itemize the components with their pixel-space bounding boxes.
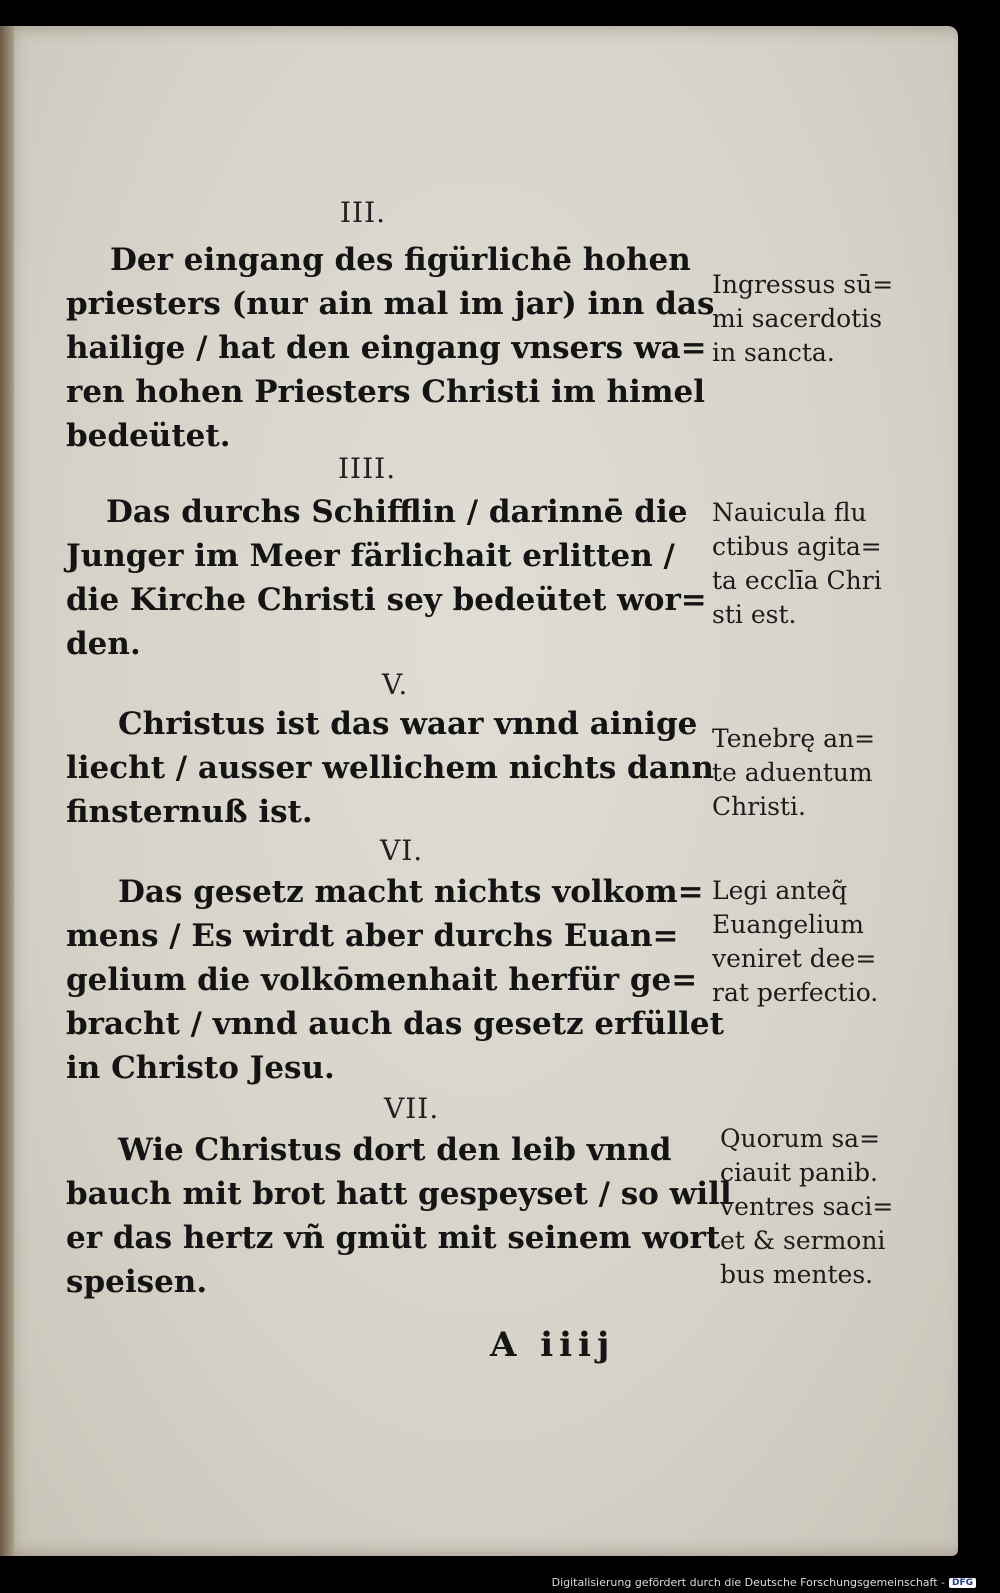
section-heading-3: III. [340, 196, 387, 229]
section-heading-6: VI. [380, 834, 424, 867]
note-line: Christi. [712, 792, 806, 821]
margin-note-7 [720, 1122, 950, 1292]
note-line: ctibus agita= [712, 532, 882, 561]
section-heading-7: VII. [384, 1092, 440, 1125]
text-line: Das durchs Schifflin / darinnē die [106, 494, 688, 530]
text-line: Wie Christus dort den leib vnnd [118, 1132, 672, 1168]
note-line: ta ecclīa Chri [712, 566, 882, 595]
note-line: Legi anteq̃ [712, 876, 848, 905]
note-line: te aduentum [712, 758, 873, 787]
text-line: finsternuß ist. [66, 794, 313, 830]
text-line: Junger im Meer färlichait erlitten / [66, 538, 675, 574]
note-line: sti est. [712, 600, 797, 629]
note-line: et & sermoni [720, 1226, 886, 1255]
note-line: mi sacerdotis [712, 304, 883, 333]
text-line: gelium die volkōmenhait herfür ge= [66, 962, 698, 998]
margin-note-5 [712, 722, 942, 824]
text-line: in Christo Jesu. [66, 1050, 335, 1086]
text-line: ren hohen Priesters Christi im himel [66, 374, 706, 410]
book-spine [0, 26, 14, 1556]
section-heading-5: V. [382, 668, 409, 701]
text-line: liecht / ausser wellichem nichts dann [66, 750, 714, 786]
text-line: bauch mit brot hatt gespeyset / so will [66, 1176, 732, 1212]
margin-note-4 [712, 496, 942, 632]
text-line: mens / Es wirdt aber durchs Euan= [66, 918, 679, 954]
margin-note-6 [712, 874, 942, 1010]
text-line: bracht / vnnd auch das gesetz erfüllet [66, 1006, 724, 1042]
text-line: den. [66, 626, 141, 662]
note-line: rat perfectio. [712, 978, 879, 1007]
paragraph-5 [66, 702, 714, 834]
signature-mark: A iiij [490, 1325, 616, 1365]
section-heading-4: IIII. [338, 452, 397, 485]
footer-credit [552, 1576, 976, 1589]
note-line: Quorum sa= [720, 1124, 881, 1153]
note-line: bus mentes. [720, 1260, 874, 1289]
note-line: Euangelium [712, 910, 864, 939]
note-line: Nauicula flu [712, 498, 867, 527]
text-line: speisen. [66, 1264, 208, 1300]
dfg-logo: DFG [949, 1578, 976, 1588]
note-line: ciauit panib. [720, 1158, 878, 1187]
note-line: Tenebrę an= [712, 724, 876, 753]
text-line: priesters (nur ain mal im jar) inn das [66, 286, 715, 322]
text-line: Das gesetz macht nichts volkom= [118, 874, 704, 910]
text-line: Christus ist das waar vnnd ainige [118, 706, 698, 742]
text-line: hailige / hat den eingang vnsers wa= [66, 330, 707, 366]
note-line: ventres saci= [720, 1192, 894, 1221]
text-line: bedeütet. [66, 418, 231, 454]
text-line: er das hertz vñ gmüt mit seinem wort [66, 1220, 721, 1256]
note-line: Ingressus sū= [712, 270, 894, 299]
margin-note-3 [712, 268, 942, 370]
text-line: Der eingang des figürlichē hohen [110, 242, 691, 278]
footer-text: Digitalisierung gefördert durch die Deutsche Forschungsgemeinschaft - [551, 1576, 945, 1589]
note-line: veniret dee= [712, 944, 877, 973]
text-line: die Kirche Christi sey bedeütet wor= [66, 582, 707, 618]
paragraph-3 [66, 238, 715, 458]
paragraph-4 [66, 490, 706, 666]
paragraph-7 [66, 1128, 732, 1304]
note-line: in sancta. [712, 338, 835, 367]
paragraph-6 [66, 870, 724, 1090]
